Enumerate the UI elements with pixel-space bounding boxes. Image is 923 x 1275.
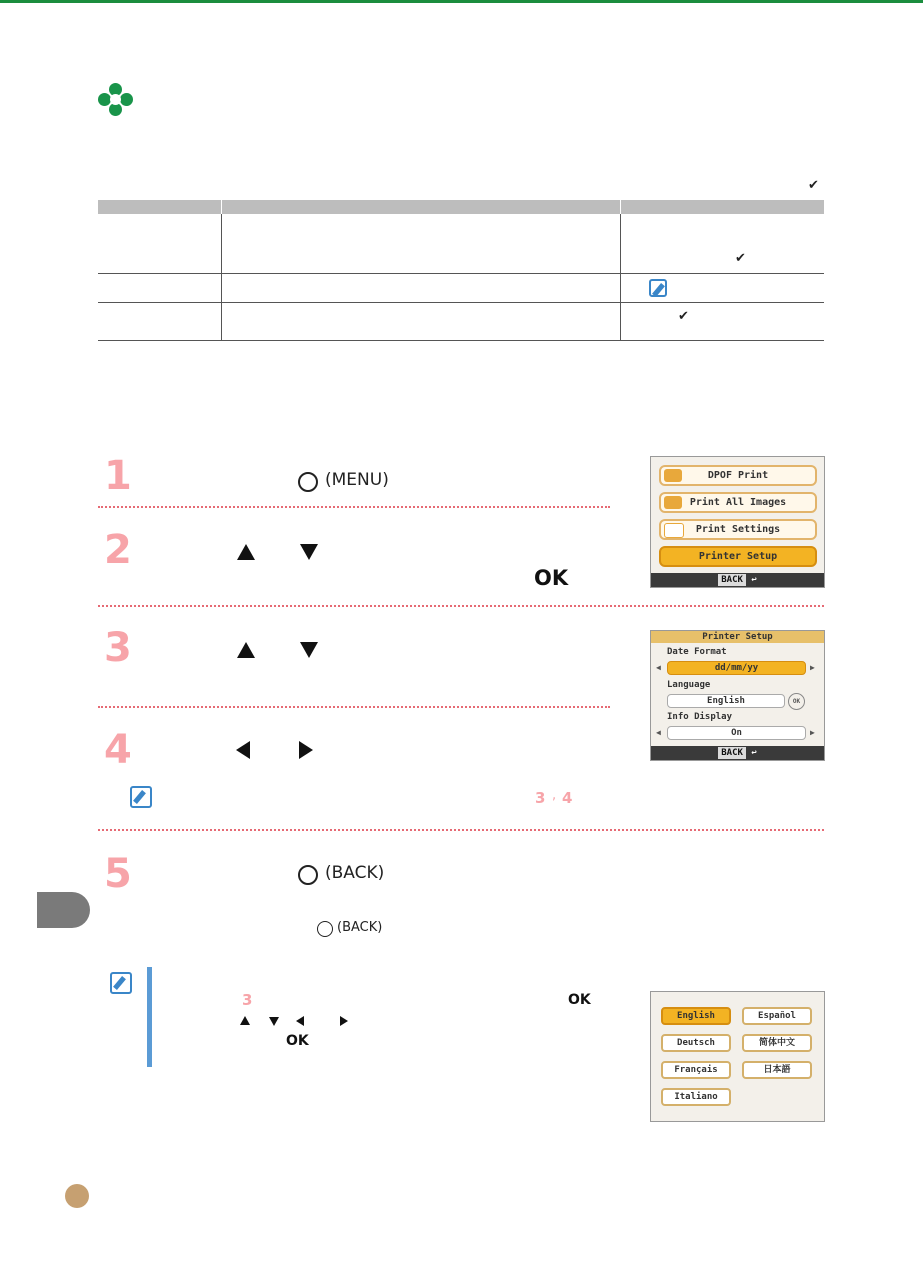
back-button-label: (BACK) — [325, 863, 385, 883]
screen-back-bar: BACK ↩ — [651, 746, 824, 760]
language-option-deutsch[interactable]: Deutsch — [661, 1034, 731, 1052]
step-number: 2 — [104, 527, 132, 573]
menu-button-icon — [298, 472, 318, 492]
screen-back-bar: BACK ↩ — [651, 573, 824, 587]
step-reference: 3 — [535, 789, 546, 807]
step-reference: 4 — [562, 789, 573, 807]
left-arrow-icon — [236, 741, 250, 759]
table-row — [98, 273, 824, 302]
up-arrow-icon — [240, 1016, 250, 1025]
step-divider — [98, 706, 610, 708]
table-header-row — [98, 200, 824, 214]
page-marker-dot — [65, 1184, 89, 1208]
settings-table — [98, 200, 824, 341]
check-mark-icon: ✔ — [678, 308, 689, 324]
menu-item-dpof-print[interactable]: DPOF Print — [659, 465, 817, 486]
back-button-icon — [317, 921, 333, 937]
date-format-label: Date Format — [667, 647, 727, 657]
step-reference: 3 — [242, 991, 253, 1009]
top-accent-bar — [0, 0, 923, 3]
menu-item-printer-setup[interactable]: Printer Setup — [659, 546, 817, 567]
info-display-value[interactable]: On — [667, 726, 806, 740]
table-header-cell — [98, 200, 222, 214]
section-clover-icon — [98, 83, 134, 117]
check-mark-icon: ✔ — [735, 251, 746, 266]
language-label: Language — [667, 680, 711, 690]
table-header-cell — [222, 200, 621, 214]
back-button-label: (BACK) — [337, 920, 383, 935]
note-pencil-icon — [649, 279, 667, 297]
menu-item-print-settings[interactable]: Print Settings — [659, 519, 817, 540]
language-option-chinese[interactable]: 简体中文 — [742, 1034, 812, 1052]
menu-screen — [650, 456, 825, 588]
right-arrow-icon — [299, 741, 313, 759]
menu-item-print-all-images[interactable]: Print All Images — [659, 492, 817, 513]
language-ok-icon[interactable]: OK — [788, 693, 805, 710]
left-arrow-icon — [296, 1016, 304, 1026]
note-pencil-icon — [130, 786, 152, 808]
setup-screen-title: Printer Setup — [651, 631, 824, 643]
step-number: 1 — [104, 453, 132, 499]
table-check-mark: ✔ — [808, 178, 819, 193]
printer-setup-screen — [650, 630, 825, 761]
left-arrow-icon[interactable]: ◀ — [656, 663, 661, 672]
ok-button-label: OK — [286, 1033, 309, 1049]
down-arrow-icon — [269, 1017, 279, 1026]
language-option-english[interactable]: English — [661, 1007, 731, 1025]
note-pencil-icon — [110, 972, 132, 994]
back-button-icon — [298, 865, 318, 885]
language-option-espanol[interactable]: Español — [742, 1007, 812, 1025]
table-row — [98, 302, 824, 340]
up-arrow-icon — [237, 642, 255, 658]
table-row — [98, 214, 824, 273]
language-value[interactable]: English — [667, 694, 785, 708]
table-header-cell — [621, 200, 825, 214]
menu-button-label: (MENU) — [325, 470, 389, 490]
left-arrow-icon[interactable]: ◀ — [656, 728, 661, 737]
step-number: 5 — [104, 851, 132, 897]
ok-button-label: OK — [534, 566, 569, 590]
step-number: 4 — [104, 727, 132, 773]
down-arrow-icon — [300, 642, 318, 658]
ok-button-label: OK — [568, 992, 591, 1008]
language-option-japanese[interactable]: 日本語 — [742, 1061, 812, 1079]
info-display-label: Info Display — [667, 712, 733, 722]
right-arrow-icon — [340, 1016, 348, 1026]
right-arrow-icon[interactable]: ▶ — [810, 728, 815, 737]
step-number: 3 — [104, 625, 132, 671]
language-screen — [650, 991, 825, 1122]
reference-separator: , — [552, 788, 557, 803]
note-bar — [147, 967, 152, 1067]
up-arrow-icon — [237, 544, 255, 560]
language-option-francais[interactable]: Français — [661, 1061, 731, 1079]
date-format-value[interactable]: dd/mm/yy — [667, 661, 806, 675]
down-arrow-icon — [300, 544, 318, 560]
chapter-side-tab — [37, 892, 90, 928]
language-option-italiano[interactable]: Italiano — [661, 1088, 731, 1106]
step-divider — [98, 605, 824, 607]
step-divider — [98, 506, 610, 508]
right-arrow-icon[interactable]: ▶ — [810, 663, 815, 672]
step-divider — [98, 829, 824, 831]
